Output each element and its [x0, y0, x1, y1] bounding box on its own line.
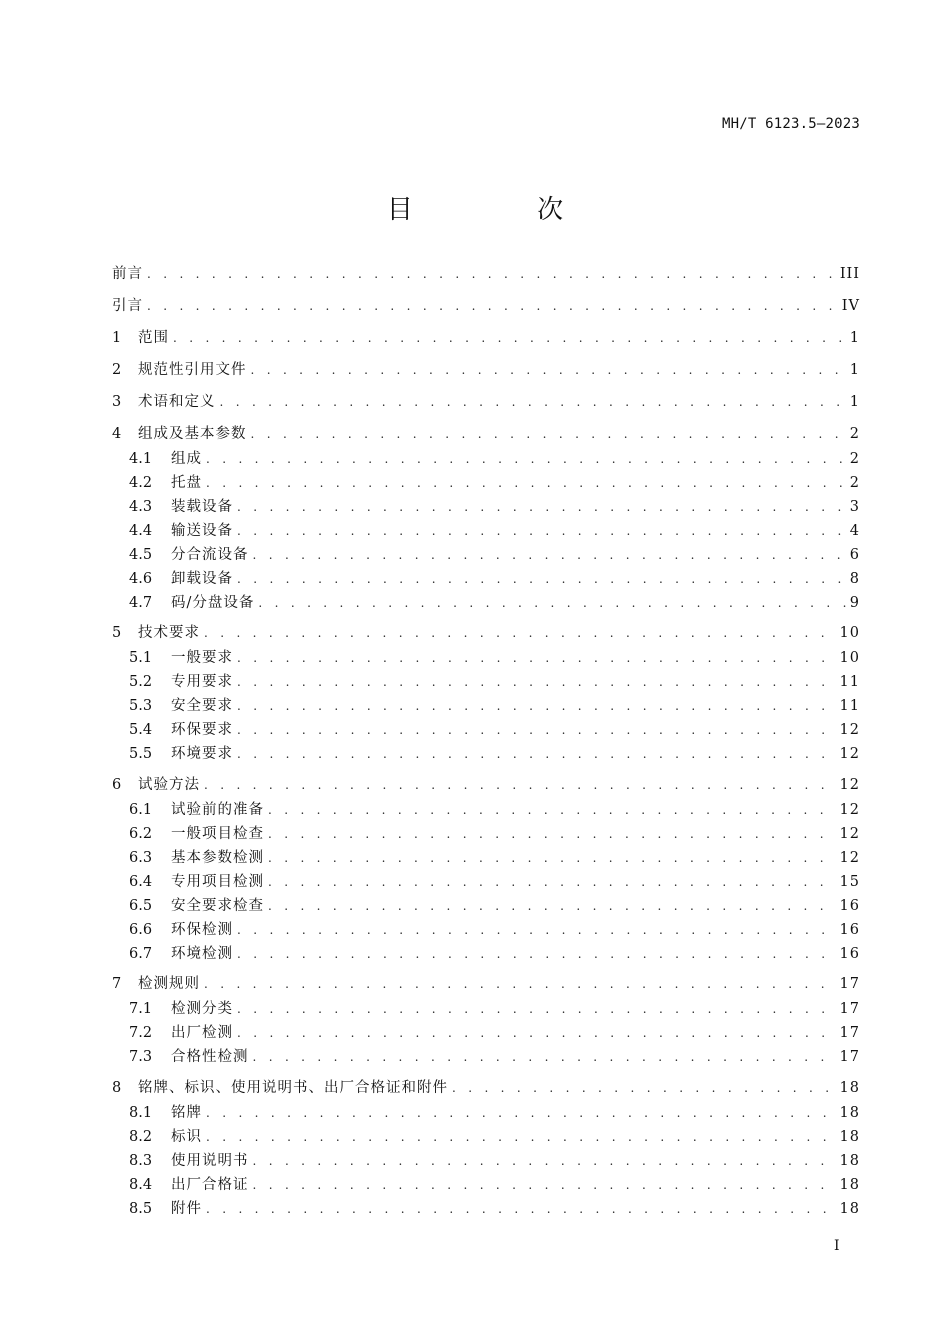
toc-entry-number: 2	[112, 362, 122, 378]
toc-entry-number: 4.7	[129, 595, 153, 611]
toc-entry-number: 5.2	[129, 674, 153, 690]
toc-entry[interactable]	[112, 392, 860, 412]
toc-entry[interactable]	[112, 1151, 860, 1171]
toc-entry-number: 5.3	[129, 698, 153, 714]
toc-entry-title: 环保要求	[171, 722, 233, 738]
toc-entry[interactable]	[112, 775, 860, 795]
toc-entry-number: 6.7	[129, 946, 153, 962]
toc-entry[interactable]	[112, 672, 860, 692]
toc-entry-number: 4.1	[129, 451, 153, 467]
toc-leader-dots	[237, 1023, 836, 1043]
toc-leader-dots	[268, 824, 836, 844]
toc-entry-title: 安全要求	[171, 698, 233, 714]
toc-leader-dots	[253, 1175, 836, 1195]
toc-entry[interactable]	[112, 1175, 860, 1195]
toc-entry-title: 专用要求	[171, 674, 233, 690]
toc-entry[interactable]	[112, 521, 860, 541]
toc-entry-number: 4.6	[129, 571, 153, 587]
toc-entry-number: 7.1	[129, 1001, 153, 1017]
toc-entry-title: 托盘	[171, 475, 202, 491]
toc-entry-page: 18	[839, 1177, 860, 1193]
toc-entry-page: 12	[839, 850, 860, 866]
toc-entry-number: 5	[112, 625, 122, 641]
toc-leader-dots	[147, 296, 838, 316]
toc-entry[interactable]	[112, 648, 860, 668]
document-code: MH/T 6123.5—2023	[721, 116, 860, 132]
toc-entry-number: 4.3	[129, 499, 153, 515]
toc-entry-page: 11	[839, 698, 860, 714]
toc-entry-number: 6	[112, 777, 122, 793]
toc-entry-page: 17	[839, 1049, 860, 1065]
toc-leader-dots	[251, 424, 846, 444]
toc-leader-dots	[237, 720, 836, 740]
toc-entry[interactable]	[112, 593, 860, 613]
toc-entry-title: 环境要求	[171, 746, 233, 762]
toc-entry-page: 8	[849, 571, 860, 587]
toc-entry[interactable]	[112, 1047, 860, 1067]
toc-entry[interactable]	[112, 545, 860, 565]
toc-entry-title: 前言	[112, 266, 143, 282]
toc-entry-number: 8	[112, 1080, 122, 1096]
toc-entry-number: 6.4	[129, 874, 153, 890]
toc-leader-dots	[268, 896, 836, 916]
toc-entry-title: 码/分盘设备	[171, 595, 255, 611]
toc-entry-number: 7.3	[129, 1049, 153, 1065]
toc-entry[interactable]	[112, 744, 860, 764]
toc-entry-page: 18	[839, 1201, 860, 1217]
toc-leader-dots	[206, 449, 846, 469]
toc-entry[interactable]	[112, 920, 860, 940]
toc-entry-title: 附件	[171, 1201, 202, 1217]
toc-title: 目 次	[386, 195, 622, 225]
toc-entry[interactable]	[112, 360, 860, 380]
toc-entry[interactable]	[112, 449, 860, 469]
toc-leader-dots	[258, 593, 845, 613]
toc-leader-dots	[206, 1127, 836, 1147]
toc-entry-page: 12	[839, 746, 860, 762]
toc-leader-dots	[253, 1151, 836, 1171]
toc-entry-number: 3	[112, 394, 122, 410]
toc-entry[interactable]	[112, 800, 860, 820]
toc-entry-title: 出厂检测	[171, 1025, 233, 1041]
toc-entry[interactable]	[112, 296, 860, 316]
toc-entry[interactable]	[112, 944, 860, 964]
toc-entry-page: 12	[839, 777, 860, 793]
toc-entry-title: 一般项目检查	[171, 826, 264, 842]
toc-entry-page: IV	[841, 298, 860, 314]
toc-entry-page: 1	[849, 362, 860, 378]
toc-entry-title: 装载设备	[171, 499, 233, 515]
toc-leader-dots	[204, 775, 836, 795]
toc-entry-page: 18	[839, 1105, 860, 1121]
toc-entry[interactable]	[112, 623, 860, 643]
toc-entry-number: 8.5	[129, 1201, 153, 1217]
toc-leader-dots	[268, 800, 836, 820]
toc-entry-title: 出厂合格证	[171, 1177, 249, 1193]
toc-leader-dots	[237, 744, 836, 764]
toc-leader-dots	[204, 623, 836, 643]
toc-entry-page: 12	[839, 722, 860, 738]
toc-entry-page: 18	[839, 1129, 860, 1145]
toc-entry-number: 7.2	[129, 1025, 153, 1041]
toc-entry-title: 铭牌	[171, 1105, 202, 1121]
toc-entry-title: 环保检测	[171, 922, 233, 938]
toc-entry[interactable]	[112, 896, 860, 916]
toc-entry-title: 标识	[171, 1129, 202, 1145]
toc-leader-dots	[147, 264, 836, 284]
toc-entry-page: 17	[839, 1025, 860, 1041]
toc-leader-dots	[237, 497, 846, 517]
toc-entry[interactable]	[112, 872, 860, 892]
toc-entry-number: 8.2	[129, 1129, 153, 1145]
page-number: I	[834, 1238, 840, 1254]
toc-leader-dots	[206, 1103, 836, 1123]
toc-leader-dots	[237, 521, 846, 541]
toc-entry-number: 5.5	[129, 746, 153, 762]
toc-leader-dots	[204, 974, 836, 994]
toc-entry-title: 规范性引用文件	[138, 362, 247, 378]
toc-entry-title: 合格性检测	[171, 1049, 249, 1065]
toc-entry-page: 1	[849, 330, 860, 346]
toc-leader-dots	[452, 1078, 836, 1098]
toc-entry-title: 铭牌、标识、使用说明书、出厂合格证和附件	[138, 1080, 448, 1096]
toc-entry-page: 18	[839, 1153, 860, 1169]
toc-entry-title: 检测规则	[138, 976, 200, 992]
toc-leader-dots	[251, 360, 846, 380]
toc-entry[interactable]	[112, 1127, 860, 1147]
toc-entry-title: 环境检测	[171, 946, 233, 962]
toc-entry[interactable]	[112, 824, 860, 844]
toc-entry-title: 一般要求	[171, 650, 233, 666]
toc-entry-page: 16	[839, 922, 860, 938]
toc-leader-dots	[268, 872, 836, 892]
toc-entry-title: 检测分类	[171, 1001, 233, 1017]
toc-entry-number: 6.3	[129, 850, 153, 866]
toc-entry-page: 11	[839, 674, 860, 690]
toc-leader-dots	[253, 1047, 836, 1067]
toc-entry-number: 5.4	[129, 722, 153, 738]
toc-entry[interactable]	[112, 497, 860, 517]
toc-entry-page: 16	[839, 946, 860, 962]
toc-entry-title: 输送设备	[171, 523, 233, 539]
toc-entry-page: 12	[839, 802, 860, 818]
toc-entry-number: 6.1	[129, 802, 153, 818]
toc-entry-page: 17	[839, 1001, 860, 1017]
toc-entry[interactable]	[112, 264, 860, 284]
toc-entry[interactable]	[112, 473, 860, 493]
toc-leader-dots	[237, 999, 836, 1019]
toc-entry-title: 基本参数检测	[171, 850, 264, 866]
toc-entry[interactable]	[112, 1078, 860, 1098]
toc-entry-number: 5.1	[129, 650, 153, 666]
toc-leader-dots	[206, 473, 846, 493]
toc-entry[interactable]	[112, 848, 860, 868]
toc-leader-dots	[237, 672, 836, 692]
toc-entry-number: 6.2	[129, 826, 153, 842]
toc-entry-page: III	[839, 266, 860, 282]
toc-entry-page: 4	[849, 523, 860, 539]
toc-entry-title: 组成及基本参数	[138, 426, 247, 442]
toc-entry[interactable]	[112, 328, 860, 348]
toc-entry-number: 4.2	[129, 475, 153, 491]
toc-entry-title: 引言	[112, 298, 143, 314]
toc-entry-page: 2	[849, 451, 860, 467]
toc-entry-title: 范围	[138, 330, 169, 346]
toc-entry-page: 3	[849, 499, 860, 515]
toc-entry-title: 技术要求	[138, 625, 200, 641]
toc-entry-title: 组成	[171, 451, 202, 467]
toc-entry[interactable]	[112, 1023, 860, 1043]
toc-entry-number: 8.1	[129, 1105, 153, 1121]
toc-entry-number: 4	[112, 426, 122, 442]
toc-entry-number: 1	[112, 330, 122, 346]
toc-entry-page: 6	[849, 547, 860, 563]
toc-entry[interactable]	[112, 999, 860, 1019]
toc-entry-number: 8.3	[129, 1153, 153, 1169]
toc-entry-number: 6.5	[129, 898, 153, 914]
toc-leader-dots	[173, 328, 846, 348]
toc-leader-dots	[206, 1199, 836, 1219]
toc-leader-dots	[268, 848, 836, 868]
toc-entry-title: 术语和定义	[138, 394, 216, 410]
toc-entry-page: 12	[839, 826, 860, 842]
toc-entry-number: 8.4	[129, 1177, 153, 1193]
toc-entry-title: 试验方法	[138, 777, 200, 793]
toc-entry-title: 专用项目检测	[171, 874, 264, 890]
toc-leader-dots	[220, 392, 846, 412]
toc-entry-number: 7	[112, 976, 122, 992]
toc-entry-page: 1	[849, 394, 860, 410]
toc-entry-number: 4.4	[129, 523, 153, 539]
toc-entry-title: 试验前的准备	[171, 802, 264, 818]
toc-entry-page: 16	[839, 898, 860, 914]
toc-leader-dots	[237, 696, 836, 716]
toc-entry[interactable]	[112, 1103, 860, 1123]
toc-entry-page: 10	[839, 625, 860, 641]
toc-entry[interactable]	[112, 424, 860, 444]
toc-leader-dots	[237, 648, 836, 668]
toc-entry[interactable]	[112, 720, 860, 740]
toc-entry-page: 2	[849, 426, 860, 442]
toc-entry-title: 分合流设备	[171, 547, 249, 563]
toc-entry-title: 卸载设备	[171, 571, 233, 587]
toc-entry[interactable]	[112, 974, 860, 994]
toc-leader-dots	[253, 545, 846, 565]
toc-entry-page: 17	[839, 976, 860, 992]
toc-entry-page: 15	[839, 874, 860, 890]
toc-entry-page: 9	[849, 595, 860, 611]
toc-entry[interactable]	[112, 1199, 860, 1219]
toc-leader-dots	[237, 944, 836, 964]
toc-entry[interactable]	[112, 696, 860, 716]
toc-entry-number: 6.6	[129, 922, 153, 938]
toc-entry-page: 2	[849, 475, 860, 491]
toc-entry-page: 18	[839, 1080, 860, 1096]
toc-entry-title: 使用说明书	[171, 1153, 249, 1169]
toc-leader-dots	[237, 569, 846, 589]
toc-entry-title: 安全要求检查	[171, 898, 264, 914]
toc-leader-dots	[237, 920, 836, 940]
toc-entry[interactable]	[112, 569, 860, 589]
toc-entry-number: 4.5	[129, 547, 153, 563]
toc-entry-page: 10	[839, 650, 860, 666]
